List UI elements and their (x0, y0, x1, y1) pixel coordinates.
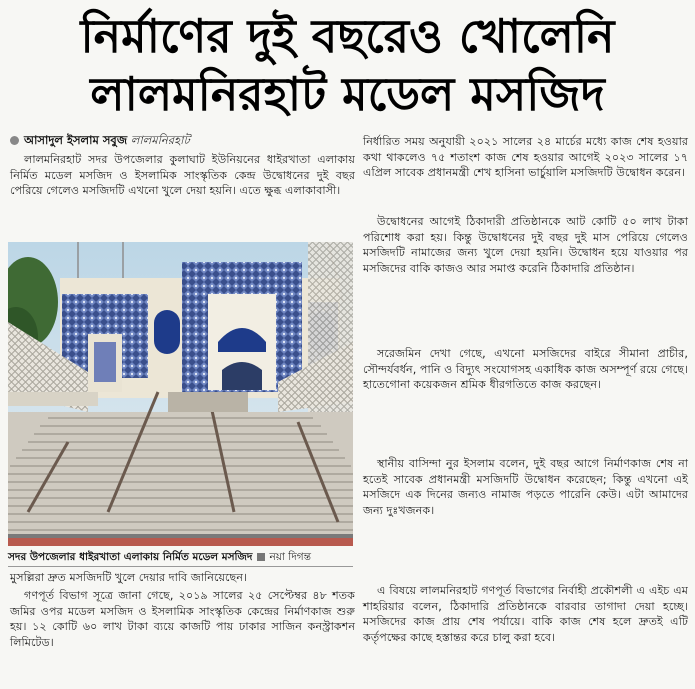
left-paragraph-1: লালমনিরহাট সদর উপজেলার কুলাঘাট ইউনিয়নের ধাইরখাতা এলাকায় নির্মিত মডেল মসজিদ ও ইসলামিক সাংস্কৃতিক কেন্দ্র উদ্বোধনের দুই বছর পেরিয়ে গেলেও মসজিদটি এখনো খুলে দেয়া হয়নি। এতে ক্ষুব্ধ এলাকাবাসী। (10, 153, 355, 198)
byline (10, 132, 355, 148)
right-paragraph-3: সরেজমিন দেখা গেছে, এখনো মসজিদের বাইরে সীমানা প্রাচীর, সৌন্দর্যবর্ধন, পানি ও বিদ্যুৎ সংযোগসহ একাধিক কাজ অসম্পূর্ণ রয়ে গেছে। হাতেগোনা কয়েকজন শ্রমিক ধীরগতিতে কাজ করছেন। (363, 347, 688, 392)
right-paragraph-4: স্থানীয় বাসিন্দা নুর ইসলাম বলেন, দুই বছর আগে নির্মাণকাজ শেষ না হতেই সাবেক প্রধানমন্ত্রী মসজিদটি উদ্বোধন করেছেন; কিন্তু এখনো এই মসজিদে এক দিনের জন্যও নামাজ পড়তে পারেনি কেউ। এটা আমাদের জন্য দুঃখজনক। (363, 457, 688, 517)
right-paragraph-1: নির্ধারিত সময় অনুযায়ী ২০২১ সালের ২৪ মার্চের মধ্যে কাজ শেষ হওয়ার কথা থাকলেও ৭৫ শতাংশ কাজ শেষ হওয়ার আগেই ২০২৩ সালের ১৭ এপ্রিল সাবেক প্রধানমন্ত্রী শেখ হাসিনা ভার্চুয়ালি মসজিদটি উদ্বোধন করেন। (363, 135, 688, 180)
photo-caption (8, 550, 353, 564)
headline-line-2: লালমনিরহাট মডেল মসজিদ (90, 67, 605, 121)
mosque-photo (8, 242, 353, 546)
square-bullet-icon (257, 553, 265, 561)
left-paragraph-3: গণপূর্ত বিভাগ সূত্রে জানা গেছে, ২০১৯ সালের ২৫ সেপ্টেম্বর ৪৮ শতক জমির ওপর মডেল মসজিদ ও ইসলামিক সাংস্কৃতিক কেন্দ্রের নির্মাণকাজ শুরু হয়। ১২ কোটি ৬০ লাখ টাকা ব্যয়ে কাজটি পায় ঢাকার সাজিন কনস্ট্রাকশন লিমিটেড। (10, 589, 355, 649)
left-paragraph-2: মুসল্লিরা দ্রুত মসজিদটি খুলে দেয়ার দাবি জানিয়েছেন। (10, 571, 248, 584)
photo-credit: নয়া দিগন্ত (269, 551, 311, 563)
caption-divider (8, 566, 353, 567)
caption-text: সদর উপজেলার ধাইরখাতা এলাকায় নির্মিত মডেল মসজিদ (8, 551, 253, 563)
bullet-dot-icon (10, 136, 19, 145)
right-paragraph-5: এ বিষয়ে লালমনিরহাট গণপূর্ত বিভাগের নির্বাহী প্রকৌশলী এ এইচ এম শাহরিয়ার বলেন, ঠিকাদারি প্রতিষ্ঠানকে বারবার তাগাদা দেয়া হচ্ছে। মসজিদের কাজ প্রায় শেষ পর্যায়ে। বাকি কাজ শেষ হলে দ্রুতই এটি কর্তৃপক্ষের কাছে হস্তান্তর করে চালু করা হবে। (363, 584, 688, 644)
right-paragraph-2: উদ্বোধনের আগেই ঠিকাদারী প্রতিষ্ঠানকে আট কোটি ৫০ লাখ টাকা পরিশোধ করা হয়। কিন্তু উদ্বোধনের দুই বছর দুই মাস পেরিয়ে গেলেও মসজিদটি নামাজের জন্য খুলে দেয়া হয়নি। উদ্বোধন হয়ে যাওয়ার পর মসজিদের বাকি কাজও আর সমাপ্ত করেনি ঠিকাদারি প্রতিষ্ঠান। (363, 215, 688, 275)
headline-line-1: নির্মাণের দুই বছরেও খোলেনি (80, 9, 615, 63)
byline-author: আসাদুল ইসলাম সবুজ (24, 133, 128, 147)
byline-place: লালমনিরহাট (130, 133, 190, 147)
